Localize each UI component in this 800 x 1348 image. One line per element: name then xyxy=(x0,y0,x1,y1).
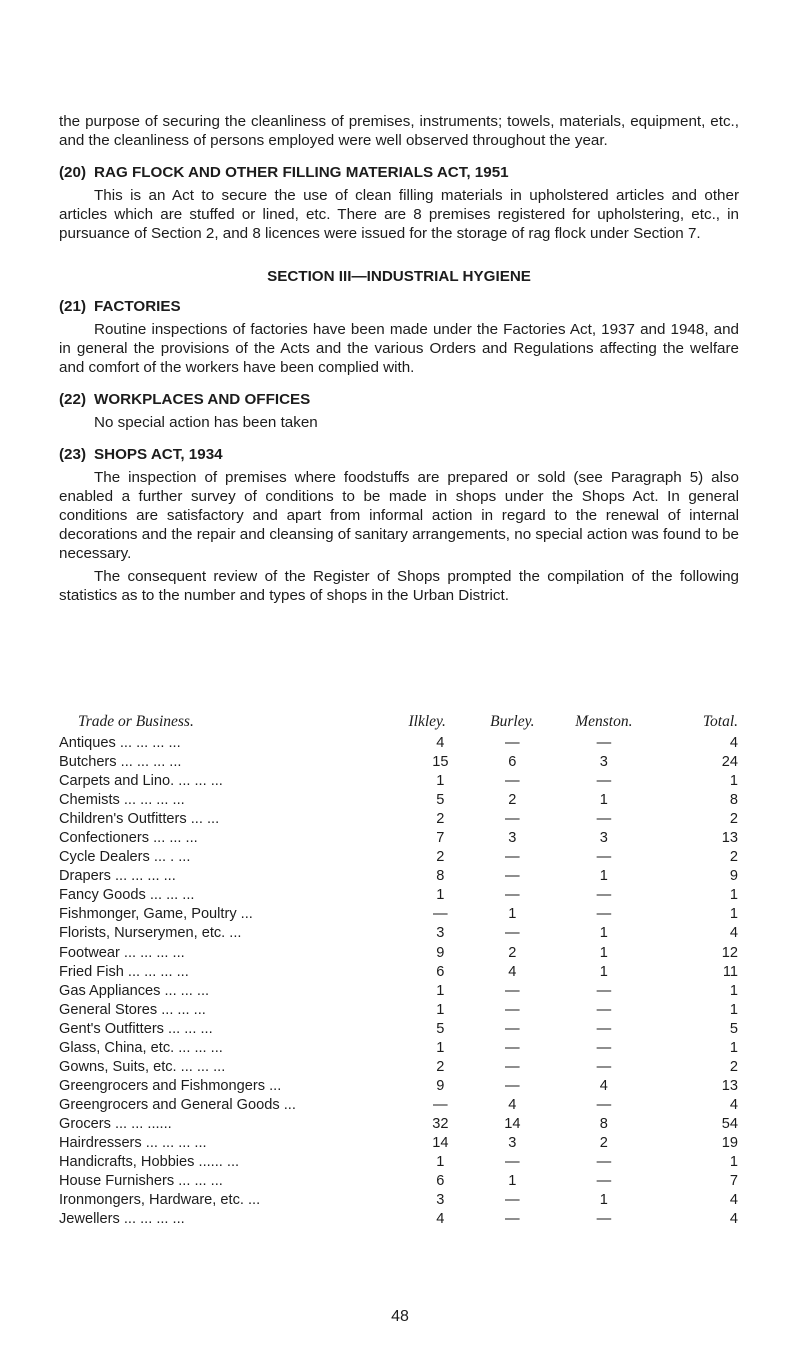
table-row xyxy=(59,1172,739,1191)
cell-menston: 3 xyxy=(599,754,608,771)
cell-trade: Footwear ... ... ... ... xyxy=(59,944,185,961)
cell-ilkley: 1 xyxy=(436,1039,445,1056)
table-row xyxy=(59,791,739,810)
table-row xyxy=(59,867,739,886)
cell-trade: Gent's Outfitters ... ... ... xyxy=(59,1020,213,1037)
table-row xyxy=(59,982,739,1001)
table-row xyxy=(59,1210,739,1229)
cell-ilkley: 2 xyxy=(436,1058,445,1075)
cell-ilkley: 6 xyxy=(436,963,445,980)
table-row xyxy=(59,1134,739,1153)
table-header-row xyxy=(59,713,739,734)
cell-menston: — xyxy=(596,887,612,904)
section-20-paragraph: This is an Act to secure the use of clean filling materials in upholstered articles and other articles which are stuffed or lined, etc. There are 8 premises registered for upholstering, etc., in pursuance of Section 2, and 8 licences were issued for the storage of rag flock under Section 7. xyxy=(59,187,739,242)
cell-trade: Chemists ... ... ... ... xyxy=(59,792,185,809)
table-row xyxy=(59,944,739,963)
cell-burley: 6 xyxy=(508,754,517,771)
cell-trade: Grocers ... ... ...... xyxy=(59,1115,172,1132)
cell-menston: — xyxy=(596,1039,612,1056)
cell-menston: 3 xyxy=(599,830,608,847)
cell-total: 4 xyxy=(729,1192,738,1209)
cell-burley: — xyxy=(505,1211,520,1228)
cell-burley: — xyxy=(505,849,520,866)
section-title: FACTORIES xyxy=(94,298,181,315)
cell-ilkley: 1 xyxy=(436,773,445,790)
cell-menston: — xyxy=(596,906,612,923)
cell-ilkley: 3 xyxy=(436,925,445,942)
cell-total: 1 xyxy=(729,1039,738,1056)
section-title: SHOPS ACT, 1934 xyxy=(94,446,223,463)
column-header-burley: Burley. xyxy=(490,713,535,730)
cell-total: 12 xyxy=(721,944,738,961)
cell-ilkley: 2 xyxy=(436,849,445,866)
cell-burley: — xyxy=(505,1192,520,1209)
page-number: 48 xyxy=(391,1308,409,1325)
cell-trade: Gowns, Suits, etc. ... ... ... xyxy=(59,1058,226,1075)
table-row xyxy=(59,1153,739,1172)
column-header-menston: Menston. xyxy=(575,713,633,730)
cell-ilkley: — xyxy=(433,1096,448,1113)
cell-ilkley: 1 xyxy=(436,982,445,999)
cell-burley: — xyxy=(505,868,520,885)
table-row xyxy=(59,1115,739,1134)
cell-trade: Confectioners ... ... ... xyxy=(59,830,198,847)
table-row xyxy=(59,905,739,924)
cell-burley: 2 xyxy=(508,792,517,809)
cell-ilkley: 9 xyxy=(436,1077,445,1094)
cell-ilkley: 9 xyxy=(436,944,445,961)
cell-burley: — xyxy=(505,1077,520,1094)
cell-trade: Fried Fish ... ... ... ... xyxy=(59,963,189,980)
cell-menston: — xyxy=(596,1001,612,1018)
cell-trade: Jewellers ... ... ... ... xyxy=(59,1211,185,1228)
table-row xyxy=(59,829,739,848)
cell-menston: 1 xyxy=(599,792,608,809)
section-title: WORKPLACES AND OFFICES xyxy=(94,391,311,408)
cell-trade: Ironmongers, Hardware, etc. ... xyxy=(59,1192,261,1209)
table-row xyxy=(59,1058,739,1077)
cell-total: 4 xyxy=(729,1211,738,1228)
section-number: (22) xyxy=(59,391,87,408)
cell-menston: — xyxy=(596,1058,612,1075)
cell-total: 2 xyxy=(729,849,738,866)
table-row xyxy=(59,753,739,772)
cell-menston: — xyxy=(596,1020,612,1037)
cell-trade: Drapers ... ... ... ... xyxy=(59,868,176,885)
cell-total: 1 xyxy=(729,906,738,923)
cell-burley: 3 xyxy=(508,1135,517,1151)
section-number: (20) xyxy=(59,164,87,181)
cell-ilkley: 1 xyxy=(436,1001,445,1018)
cell-ilkley: 15 xyxy=(432,754,449,771)
table-row xyxy=(59,924,739,943)
section-23-paragraph-1: The inspection of premises where foodstuffs are prepared or sold (see Paragraph 5) also enabled a further survey of conditions to be made in shops under the Shops Act. In general conditions are satisfactory and apart from informal action in regard to the renewal of internal decorations and the repair and cleansing of sanitary arrangements, no special action was found to be necessary. xyxy=(59,469,739,562)
cell-burley: — xyxy=(505,887,520,904)
cell-burley: — xyxy=(505,811,520,828)
section-22-heading xyxy=(59,390,739,409)
table-row xyxy=(59,734,739,753)
table-row xyxy=(59,1020,739,1039)
cell-burley: — xyxy=(505,982,520,999)
cell-trade: Cycle Dealers ... . ... xyxy=(59,849,191,866)
cell-menston: — xyxy=(596,1096,612,1113)
cell-burley: — xyxy=(505,1001,520,1018)
cell-total: 19 xyxy=(721,1135,738,1151)
cell-burley: — xyxy=(505,1058,520,1075)
cell-trade: Glass, China, etc. ... ... ... xyxy=(59,1039,223,1056)
cell-trade: House Furnishers ... ... ... xyxy=(59,1173,223,1190)
table-row xyxy=(59,1096,739,1115)
section-iii-heading: SECTION III—INDUSTRIAL HYGIENE xyxy=(267,268,531,285)
cell-burley: 4 xyxy=(508,1096,517,1113)
section-number: (23) xyxy=(59,446,87,463)
cell-total: 1 xyxy=(729,773,738,790)
section-title: RAG FLOCK AND OTHER FILLING MATERIALS ACT, 1951 xyxy=(94,164,509,181)
cell-menston: 1 xyxy=(599,1192,608,1209)
table-row xyxy=(59,1077,739,1096)
table-row xyxy=(59,963,739,982)
column-header-ilkley: Ilkley. xyxy=(408,713,446,730)
cell-trade: Carpets and Lino. ... ... ... xyxy=(59,773,223,790)
cell-total: 1 xyxy=(729,1154,738,1171)
cell-trade: Antiques ... ... ... ... xyxy=(59,735,181,752)
cell-ilkley: 5 xyxy=(436,1020,445,1037)
cell-burley: — xyxy=(505,1039,520,1056)
cell-menston: — xyxy=(596,849,612,866)
cell-ilkley: 2 xyxy=(436,811,445,828)
cell-trade: Butchers ... ... ... ... xyxy=(59,754,182,771)
cell-ilkley: 1 xyxy=(436,1154,445,1171)
cell-total: 13 xyxy=(721,1077,738,1094)
cell-total: 24 xyxy=(721,754,738,771)
intro-paragraph: the purpose of securing the cleanliness of premises, instruments; towels, materials, equipment, etc., and the cleanliness of persons employed were well observed throughout the year. xyxy=(59,113,739,149)
section-21-heading xyxy=(59,297,739,316)
cell-ilkley: 32 xyxy=(432,1115,449,1132)
cell-menston: 4 xyxy=(599,1077,608,1094)
column-header-trade: Trade or Business. xyxy=(78,713,194,730)
section-23-heading xyxy=(59,445,739,464)
cell-menston: 1 xyxy=(599,963,608,980)
cell-burley: — xyxy=(505,1154,520,1171)
cell-total: 7 xyxy=(729,1173,738,1190)
cell-ilkley: 4 xyxy=(436,735,445,752)
cell-menston: 1 xyxy=(599,868,608,885)
column-header-total: Total. xyxy=(702,713,738,730)
cell-trade: General Stores ... ... ... xyxy=(59,1001,206,1018)
cell-ilkley: 8 xyxy=(436,868,445,885)
cell-menston: 1 xyxy=(599,944,608,961)
cell-trade: Handicrafts, Hobbies ...... ... xyxy=(59,1154,240,1171)
table-body xyxy=(59,734,739,1229)
section-23-paragraph-2: The consequent review of the Register of Shops prompted the compilation of the following statistics as to the number and types of shops in the Urban District. xyxy=(59,568,739,604)
cell-burley: — xyxy=(505,925,520,942)
cell-total: 13 xyxy=(721,830,738,847)
table-row xyxy=(59,1039,739,1058)
cell-burley: 2 xyxy=(508,944,517,961)
cell-ilkley: 4 xyxy=(436,1211,445,1228)
cell-burley: 14 xyxy=(504,1115,521,1132)
table-row xyxy=(59,810,739,829)
cell-trade: Fancy Goods ... ... ... xyxy=(59,887,195,904)
cell-total: 54 xyxy=(721,1115,738,1132)
cell-total: 1 xyxy=(729,1001,738,1018)
shops-statistics-table xyxy=(59,713,739,1229)
cell-total: 2 xyxy=(729,1058,738,1075)
cell-total: 4 xyxy=(729,925,738,942)
section-number: (21) xyxy=(59,298,87,315)
cell-total: 2 xyxy=(729,811,738,828)
cell-burley: 1 xyxy=(508,1173,517,1190)
section-21-paragraph: Routine inspections of factories have been made under the Factories Act, 1937 and 1948, and in general the provisions of the Acts and the various Orders and Regulations affecting the welfare and comfort of the workers have been complied with. xyxy=(59,321,739,376)
cell-burley: 4 xyxy=(508,963,517,980)
cell-menston: 2 xyxy=(599,1135,608,1151)
cell-trade: Children's Outfitters ... ... xyxy=(59,811,220,828)
cell-total: 1 xyxy=(729,887,738,904)
cell-ilkley: — xyxy=(433,906,448,923)
cell-total: 5 xyxy=(729,1020,738,1037)
cell-ilkley: 3 xyxy=(436,1192,445,1209)
cell-ilkley: 1 xyxy=(436,887,445,904)
cell-total: 11 xyxy=(722,963,738,980)
cell-trade: Florists, Nurserymen, etc. ... xyxy=(59,925,242,942)
table-row xyxy=(59,1191,739,1210)
cell-trade: Hairdressers ... ... ... ... xyxy=(59,1135,207,1151)
cell-menston: — xyxy=(596,811,612,828)
cell-burley: — xyxy=(505,1020,520,1037)
table-row xyxy=(59,886,739,905)
cell-total: 4 xyxy=(729,1096,738,1113)
cell-menston: 8 xyxy=(599,1115,608,1132)
page-body xyxy=(59,112,739,605)
table-row xyxy=(59,772,739,791)
cell-total: 8 xyxy=(729,792,738,809)
section-22-paragraph: No special action has been taken xyxy=(94,414,318,431)
cell-burley: 1 xyxy=(508,906,517,923)
cell-total: 9 xyxy=(729,868,738,885)
cell-total: 4 xyxy=(729,735,738,752)
cell-burley: — xyxy=(505,735,520,752)
cell-trade: Greengrocers and General Goods ... xyxy=(59,1096,296,1113)
cell-burley: — xyxy=(505,773,520,790)
cell-menston: — xyxy=(596,1173,612,1190)
cell-ilkley: 7 xyxy=(436,830,445,847)
cell-total: 1 xyxy=(729,982,738,999)
cell-menston: — xyxy=(596,735,612,752)
cell-menston: — xyxy=(596,982,612,999)
cell-menston: — xyxy=(596,773,612,790)
cell-trade: Fishmonger, Game, Poultry ... xyxy=(59,906,253,923)
cell-menston: — xyxy=(596,1211,612,1228)
cell-burley: 3 xyxy=(508,830,517,847)
cell-ilkley: 5 xyxy=(436,792,445,809)
cell-ilkley: 6 xyxy=(436,1173,445,1190)
cell-trade: Gas Appliances ... ... ... xyxy=(59,982,210,999)
cell-trade: Greengrocers and Fishmongers ... xyxy=(59,1077,282,1094)
cell-ilkley: 14 xyxy=(432,1135,449,1151)
table-row xyxy=(59,848,739,867)
section-20-heading xyxy=(59,163,739,182)
cell-menston: 1 xyxy=(599,925,608,942)
cell-menston: — xyxy=(596,1154,612,1171)
table-row xyxy=(59,1001,739,1020)
